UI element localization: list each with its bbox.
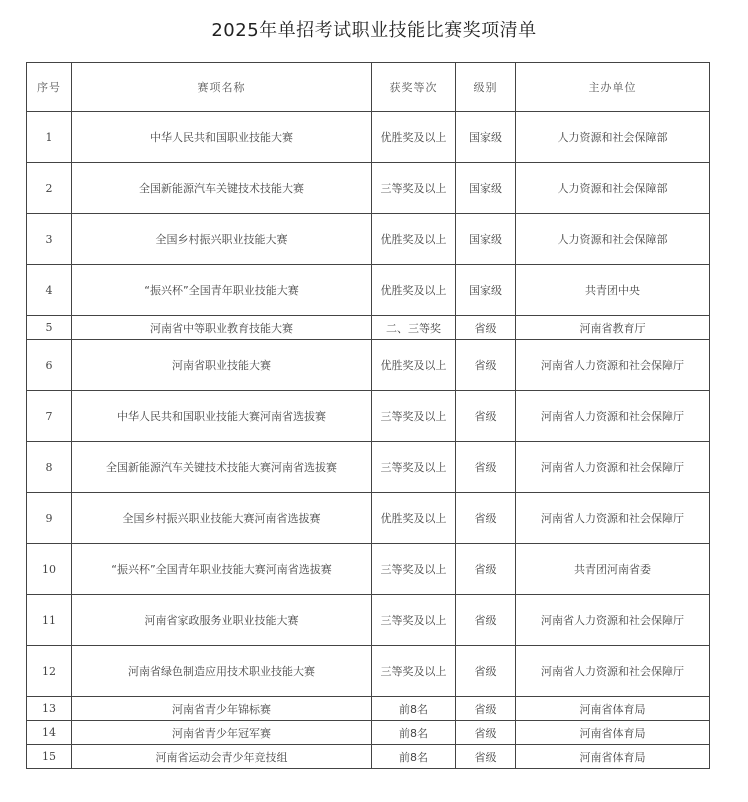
award-level: 二、三等奖 [372,316,456,340]
row-number: 7 [27,391,72,442]
award-level-text: 三等奖及以上 [380,664,447,678]
header-no: 序号 [27,63,72,112]
organizer: 河南省人力资源和社会保障厅 [516,646,710,697]
organizer: 河南省人力资源和社会保障厅 [516,391,710,442]
table-row [27,697,710,721]
award-level [372,265,456,316]
competition-name: 全国乡村振兴职业技能大赛 [72,214,372,265]
table-row [27,493,710,544]
row-number: 1 [27,112,72,163]
competition-level: 省级 [456,721,516,745]
award-level [372,391,456,442]
header-organizer: 主办单位 [516,63,710,112]
award-level: 前8名 [372,745,456,769]
row-number: 15 [27,745,72,769]
competition-name: 河南省家政服务业职业技能大赛 [72,595,372,646]
competition-level: 国家级 [456,214,516,265]
award-level-text: 优胜奖及以上 [380,130,447,144]
table-row [27,646,710,697]
competition-name: “振兴杯”全国青年职业技能大赛 [72,265,372,316]
competition-level: 省级 [456,646,516,697]
organizer: 人力资源和社会保障部 [516,214,710,265]
award-level: 前8名 [372,721,456,745]
row-number: 8 [27,442,72,493]
table-row [27,112,710,163]
competition-name: 中华人民共和国职业技能大赛河南省选拔赛 [72,391,372,442]
award-level [372,442,456,493]
competition-level: 省级 [456,745,516,769]
award-level-text: 优胜奖及以上 [380,232,447,246]
header-level: 级别 [456,63,516,112]
table-row [27,442,710,493]
page-title: 2025年单招考试职业技能比赛奖项清单 [211,20,537,41]
competition-level: 省级 [456,595,516,646]
award-level-text: 三等奖及以上 [380,460,447,474]
award-level-text: 三等奖及以上 [380,181,447,195]
award-level-text: 三等奖及以上 [380,409,447,423]
organizer: 共青团河南省委 [516,544,710,595]
table-row [27,214,710,265]
organizer: 河南省体育局 [516,745,710,769]
competition-name: 河南省职业技能大赛 [72,340,372,391]
table-row [27,721,710,745]
organizer: 河南省体育局 [516,721,710,745]
competition-name: 全国新能源汽车关键技术技能大赛 [72,163,372,214]
row-number: 2 [27,163,72,214]
organizer: 河南省人力资源和社会保障厅 [516,442,710,493]
table-header-row [27,63,710,112]
organizer: 河南省人力资源和社会保障厅 [516,493,710,544]
table-row [27,316,710,340]
awards-table [26,62,710,769]
award-level [372,340,456,391]
table-row [27,163,710,214]
row-number: 12 [27,646,72,697]
organizer: 河南省人力资源和社会保障厅 [516,595,710,646]
competition-level: 省级 [456,493,516,544]
row-number: 10 [27,544,72,595]
competition-level: 国家级 [456,265,516,316]
organizer: 河南省教育厅 [516,316,710,340]
competition-name: 河南省运动会青少年竞技组 [72,745,372,769]
row-number: 4 [27,265,72,316]
award-level [372,646,456,697]
award-level [372,493,456,544]
award-level [372,163,456,214]
organizer: 河南省人力资源和社会保障厅 [516,340,710,391]
award-level [372,595,456,646]
competition-level: 省级 [456,442,516,493]
table-row [27,265,710,316]
organizer: 河南省体育局 [516,697,710,721]
award-level-text: 三等奖及以上 [380,562,447,576]
competition-level: 省级 [456,544,516,595]
competition-name: “振兴杯”全国青年职业技能大赛河南省选拔赛 [72,544,372,595]
award-level [372,544,456,595]
table-row [27,595,710,646]
header-name: 赛项名称 [72,63,372,112]
competition-name: 全国乡村振兴职业技能大赛河南省选拔赛 [72,493,372,544]
competition-level: 省级 [456,391,516,442]
competition-level: 省级 [456,340,516,391]
award-level-text: 三等奖及以上 [380,613,447,627]
row-number: 9 [27,493,72,544]
competition-name: 河南省青少年锦标赛 [72,697,372,721]
row-number: 3 [27,214,72,265]
award-level-text: 优胜奖及以上 [380,358,447,372]
row-number: 5 [27,316,72,340]
table-row [27,391,710,442]
row-number: 14 [27,721,72,745]
competition-name: 全国新能源汽车关键技术技能大赛河南省选拔赛 [72,442,372,493]
competition-name: 河南省绿色制造应用技术职业技能大赛 [72,646,372,697]
table-row [27,745,710,769]
competition-level: 国家级 [456,112,516,163]
header-award: 获奖等次 [372,63,456,112]
competition-name: 河南省青少年冠军赛 [72,721,372,745]
award-level [372,214,456,265]
competition-name: 河南省中等职业教育技能大赛 [72,316,372,340]
award-level: 前8名 [372,697,456,721]
row-number: 6 [27,340,72,391]
award-level-text: 优胜奖及以上 [380,283,447,297]
competition-level: 国家级 [456,163,516,214]
competition-level: 省级 [456,316,516,340]
competition-level: 省级 [456,697,516,721]
organizer: 人力资源和社会保障部 [516,112,710,163]
award-level [372,112,456,163]
organizer: 人力资源和社会保障部 [516,163,710,214]
row-number: 13 [27,697,72,721]
table-row [27,544,710,595]
table-row [27,340,710,391]
award-level-text: 优胜奖及以上 [380,511,447,525]
organizer: 共青团中央 [516,265,710,316]
competition-name: 中华人民共和国职业技能大赛 [72,112,372,163]
row-number: 11 [27,595,72,646]
